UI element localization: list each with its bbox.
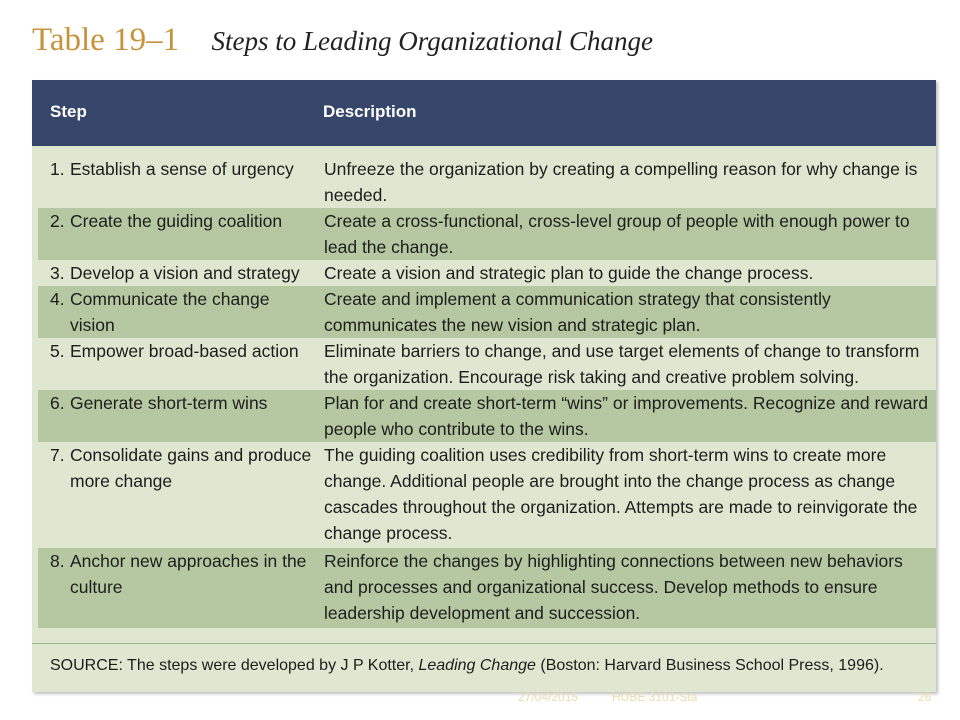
- step-number: 4.: [50, 289, 65, 309]
- step-number: 1.: [50, 159, 65, 179]
- step-name: Empower broad-based action: [70, 341, 299, 361]
- table-row: [38, 442, 936, 548]
- step-description: Unfreeze the organization by creating a compelling reason for why change is needed.: [324, 159, 918, 205]
- step-name: Anchor new approaches in the culture: [70, 551, 307, 597]
- step-number: 2.: [50, 211, 65, 231]
- table-row: [38, 208, 936, 260]
- step-description: The guiding coalition uses credibility from short-term wins to create more change. Additional people are brought into the change process as change cascades throughout the organization. Attempts are made to reinvigorate the change process.: [324, 445, 918, 543]
- step-name: Develop a vision and strategy: [70, 263, 300, 283]
- table-title: [32, 22, 653, 66]
- step-description: Reinforce the changes by highlighting connections between new behaviors and processes and organizational success. Develop methods to ensure leadership development and succession.: [324, 551, 903, 623]
- step-name: Create the guiding coalition: [70, 211, 283, 231]
- step-description: Create a cross-functional, cross-level group of people with enough power to lead the change.: [324, 211, 910, 257]
- step-description: Plan for and create short-term “wins” or improvements. Recognize and reward people who contribute to the wins.: [324, 393, 928, 439]
- step-number: 5.: [50, 341, 65, 361]
- step-name: Establish a sense of urgency: [70, 159, 294, 179]
- source-suffix: (Boston: Harvard Business School Press, 1996).: [535, 657, 884, 674]
- step-name: Generate short-term wins: [70, 393, 268, 413]
- header-description: Description: [323, 102, 417, 121]
- slide-page-number: 26: [918, 690, 932, 704]
- step-number: 3.: [50, 263, 65, 283]
- source-note: [50, 657, 884, 675]
- table-header: [32, 80, 936, 146]
- steps-table: [32, 80, 936, 692]
- slide-course: HUBE 3101-Sta: [612, 690, 698, 704]
- table-row: [38, 390, 936, 442]
- table-row: [38, 548, 936, 628]
- source-prefix: SOURCE: The steps were developed by J P Kotter,: [50, 657, 419, 674]
- step-description: Create and implement a communication strategy that consistently communicates the new vision and strategic plan.: [324, 289, 831, 335]
- table-row: [38, 156, 936, 208]
- table-caption: Steps to Leading Organizational Change: [211, 26, 654, 56]
- step-number: 7.: [50, 445, 65, 465]
- step-number: 8.: [50, 551, 65, 571]
- step-number: 6.: [50, 393, 65, 413]
- table-number: Table 19–1: [32, 22, 180, 58]
- table-body: [38, 146, 936, 628]
- table-footer: [32, 643, 936, 692]
- header-step: Step: [50, 102, 87, 121]
- table-row: [38, 286, 936, 338]
- step-name: Communicate the change vision: [70, 289, 270, 335]
- slide-date: 27/04/2015: [518, 690, 579, 704]
- step-description: Eliminate barriers to change, and use target elements of change to transform the organization. Encourage risk taking and creative problem solving.: [324, 341, 920, 387]
- table-row: [38, 338, 936, 390]
- step-name: Consolidate gains and produce more change: [70, 445, 312, 491]
- step-description: Create a vision and strategic plan to guide the change process.: [324, 263, 814, 283]
- table-row: [38, 260, 936, 286]
- source-book-title: Leading Change: [418, 657, 536, 674]
